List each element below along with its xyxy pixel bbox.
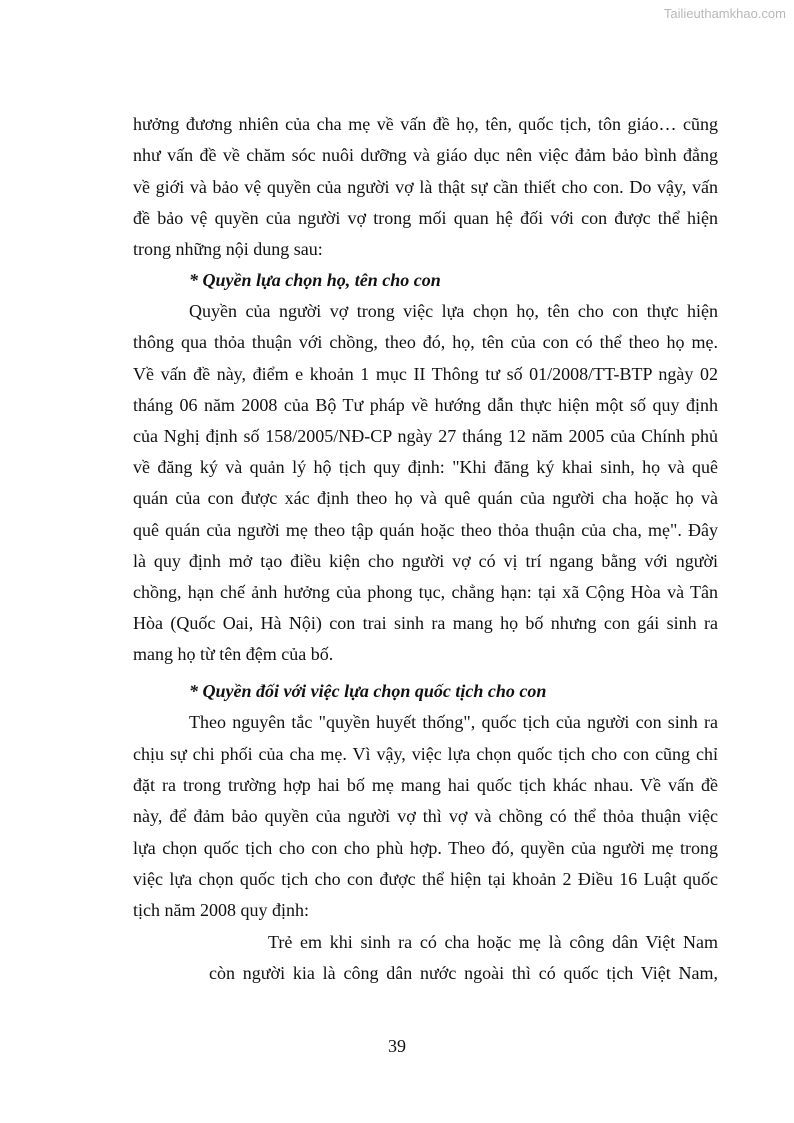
body-line: này, để đảm bảo quyền của người vợ thì vợ và chồng có thể thỏa thuận việc <box>133 806 718 826</box>
body-line: đề bảo vệ quyền của người vợ trong mối quan hệ đối với con được thể hiện <box>133 208 718 228</box>
body-line: trong những nội dung sau: <box>133 239 323 259</box>
body-line: chồng, hạn chế ảnh hưởng của phong tục, chẳng hạn: tại xã Cộng Hòa và Tân <box>133 582 718 602</box>
body-line: của Nghị định số 158/2005/NĐ-CP ngày 27 tháng 12 năm 2005 của Chính phủ <box>133 426 718 446</box>
body-line: chịu sự chi phối của cha mẹ. Vì vậy, việc lựa chọn quốc tịch cho con cũng chỉ <box>133 744 718 764</box>
body-line: tháng 06 năm 2008 của Bộ Tư pháp về hướng dẫn thực hiện một số quy định <box>133 395 718 415</box>
quote-line: Trẻ em khi sinh ra có cha hoặc mẹ là công dân Việt Nam <box>268 932 718 952</box>
body-line: quê quán của người mẹ theo tập quán hoặc theo thỏa thuận của cha, mẹ". Đây <box>133 520 718 540</box>
quote-line: còn người kia là công dân nước ngoài thì có quốc tịch Việt Nam, <box>209 963 718 983</box>
body-line: lựa chọn quốc tịch cho con cho phù hợp. Theo đó, quyền của người mẹ trong <box>133 838 718 858</box>
watermark: Tailieuthamkhao.com <box>663 6 786 21</box>
body-line: mang họ từ tên đệm của bố. <box>133 644 334 664</box>
body-line: Quyền của người vợ trong việc lựa chọn họ, tên cho con thực hiện <box>189 301 718 321</box>
page-number: 39 <box>388 1036 406 1056</box>
body-line: Về vấn đề này, điểm e khoản 1 mục II Thông tư số 01/2008/TT-BTP ngày 02 <box>133 364 718 384</box>
body-line: về đăng ký và quản lý hộ tịch quy định: "Khi đăng ký khai sinh, họ và quê <box>133 457 718 477</box>
body-line: Hòa (Quốc Oai, Hà Nội) con trai sinh ra mang họ bố nhưng con gái sinh ra <box>133 613 718 633</box>
section-heading: * Quyền đối với việc lựa chọn quốc tịch cho con <box>189 681 547 701</box>
body-line: là quy định mở tạo điều kiện cho người vợ có vị trí ngang bằng với người <box>133 551 718 571</box>
body-line: về giới và bảo vệ quyền của người vợ là thật sự cần thiết cho con. Do vậy, vấn <box>133 177 718 197</box>
body-line: Theo nguyên tắc "quyền huyết thống", quốc tịch của người con sinh ra <box>189 712 718 732</box>
section-heading: * Quyền lựa chọn họ, tên cho con <box>189 270 441 290</box>
body-line: thông qua thỏa thuận với chồng, theo đó, họ, tên của con có thể theo họ mẹ. <box>133 332 718 352</box>
body-line: quán của con được xác định theo họ và quê quán của người cha hoặc họ và <box>133 488 718 508</box>
body-line: việc lựa chọn quốc tịch cho con được thể hiện tại khoản 2 Điều 16 Luật quốc <box>133 869 718 889</box>
body-line: đặt ra trong trường hợp hai bố mẹ mang hai quốc tịch khác nhau. Về vấn đề <box>133 775 718 795</box>
body-line: như vấn đề về chăm sóc nuôi dưỡng và giáo dục nên việc đảm bảo bình đẳng <box>133 145 718 165</box>
body-line: hưởng đương nhiên của cha mẹ về vấn đề họ, tên, quốc tịch, tôn giáo… cũng <box>133 114 718 134</box>
body-line: tịch năm 2008 quy định: <box>133 900 309 920</box>
